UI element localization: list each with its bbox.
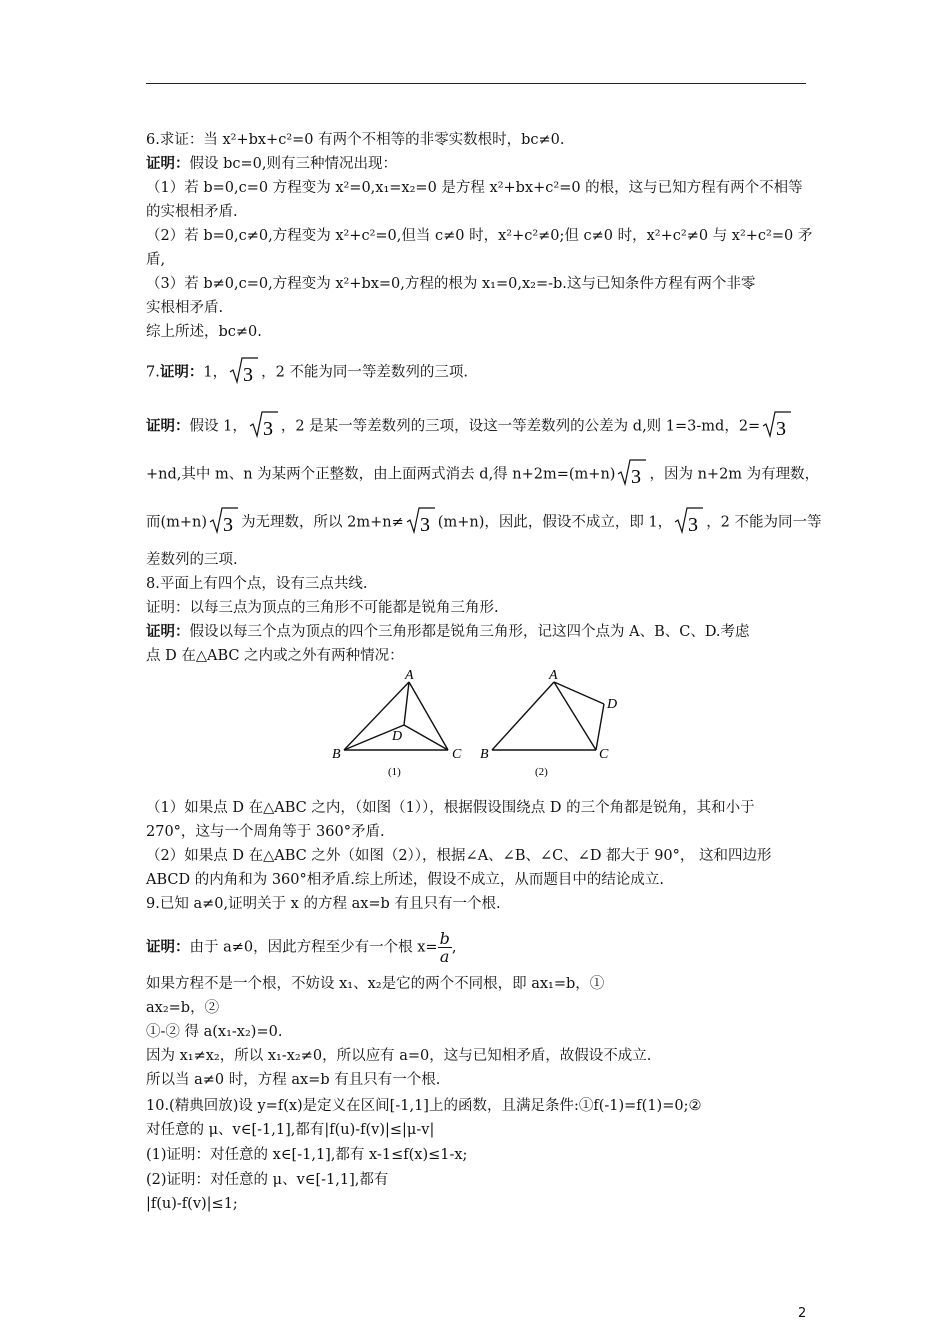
problem-9-statement: 9.已知 a≠0,证明关于 x 的方程 ax=b 有且只有一个根.: [146, 896, 501, 912]
svg-text:D: D: [607, 697, 618, 712]
problem-number: 7.: [146, 364, 160, 381]
text-segment: 为无理数，所以 2m+n≠: [241, 514, 404, 531]
svg-text:3: 3: [419, 514, 430, 535]
text-segment: ，2 是某一等差数列的三项，设这一等差数列的公差为 d,则 1=3-md，2=: [280, 418, 761, 435]
problem-6-statement: 6.求证：当 x²+bx+c²=0 有两个不相等的非零实数根时，bc≠0.: [146, 132, 565, 148]
text-segment: +nd,其中 m、n 为某两个正整数，由上面两式消去 d,得 n+2m=(m+n): [146, 466, 616, 483]
problem-10-cont: 对任意的 μ、v∈[-1,1],都有|f(u)-f(v)|≤|μ-v|: [146, 1122, 435, 1138]
svg-text:3: 3: [262, 418, 273, 439]
sqrt3-symbol: [229, 355, 259, 390]
sqrt3-symbol: [762, 409, 792, 444]
text-segment: 而(m+n): [146, 514, 208, 531]
header-rule: [146, 83, 806, 84]
case-outside-cont: ABCD 的内角和为 360°相矛盾.综上所述，假设不成立，从而题目中的结论成立.: [146, 872, 664, 888]
svg-text:3: 3: [631, 466, 642, 487]
case-1-cont: 的实根相矛盾.: [146, 204, 238, 220]
text-segment: ，2 不能为同一等: [706, 514, 822, 531]
sqrt3-symbol: [674, 505, 704, 540]
fraction-b-over-a: $\frac{b}{a}$: [439, 929, 450, 966]
svg-text:3: 3: [776, 418, 787, 439]
svg-text:B: B: [332, 747, 341, 762]
proof-label: 证明：: [146, 623, 190, 640]
problem-10-part1: (1)证明：对任意的 x∈[-1,1],都有 x-1≤f(x)≤1-x;: [146, 1147, 468, 1163]
svg-text:3: 3: [223, 514, 234, 535]
problem-10-part2-cont: |f(u)-f(v)|≤1;: [146, 1196, 238, 1212]
case-2-line: （2）若 b=0,c≠0,方程变为 x²+c²=0,但当 c≠0 时，x²+c²≠0;但 c≠0 时，x²+c²≠0 与 x²+c²=0 矛: [146, 228, 813, 244]
figure-1-diagram: [332, 668, 462, 778]
problem-7-statement: [146, 355, 810, 390]
svg-text:(1): (1): [388, 766, 401, 778]
text-segment: ，因为 n+2m 为有理数，: [649, 466, 820, 483]
svg-text:C: C: [452, 747, 462, 762]
proof-7-line3: [146, 505, 822, 540]
case-outside: （2）如果点 D 在△ABC 之外（如图（2）），根据∠A、∠B、∠C、∠D 都大于 90°， 这和四边形: [146, 848, 772, 864]
proof-7-line4: 差数列的三项.: [146, 552, 238, 568]
case-1-line: （1）若 b=0,c=0 方程变为 x²=0,x₁=x₂=0 是方程 x²+bx+c²=0 的根，这与已知方程有两个不相等: [146, 180, 803, 196]
proof-text: 假设 bc=0,则有三种情况出现：: [189, 156, 397, 172]
proof-9-line5: 因为 x₁≠x₂，所以 x₁-x₂≠0，所以应有 a=0，这与已知相矛盾，故假设不成立.: [146, 1048, 652, 1064]
proof-8-line1: [146, 623, 810, 641]
text-segment: 1，: [203, 364, 228, 381]
case-3-line: （3）若 b≠0,c=0,方程变为 x²+bx=0,方程的根为 x₁=0,x₂=-b.这与已知条件方程有两个非零: [146, 276, 756, 292]
proof-9-line1: [146, 930, 810, 965]
problem-8-statement: 8.平面上有四个点，设有三点共线.: [146, 576, 368, 592]
proof-7-line2: [146, 457, 820, 492]
proof-9-line6: 所以当 a≠0 时，方程 ax=b 有且只有一个根.: [146, 1072, 441, 1088]
proof-6-intro: [146, 155, 810, 173]
sqrt3-symbol: [249, 409, 279, 444]
proof-7-line1: [146, 409, 810, 444]
figure-2-diagram: [480, 668, 617, 778]
proof-text: 假设以每三个点为顶点的四个三角形都是锐角三角形，记这四个点为 A、B、C、D.考虑: [189, 624, 750, 640]
svg-text:A: A: [405, 668, 414, 683]
case-inside-cont: 270°，这与一个周角等于 360°矛盾.: [146, 824, 385, 840]
svg-text:3: 3: [688, 514, 699, 535]
case-3-cont: 实根相矛盾.: [146, 300, 224, 316]
svg-text:C: C: [599, 747, 609, 762]
proof-9-line3: ax₂=b，②: [146, 1000, 220, 1016]
proof-label: 证明：: [159, 363, 204, 381]
svg-text:A: A: [549, 668, 558, 683]
proof-9-line4: ①-② 得 a(x₁-x₂)=0.: [146, 1024, 283, 1040]
text-segment: 假设 1，: [189, 418, 247, 435]
page-number: 2: [798, 1306, 807, 1321]
proof-9-line2: 如果方程不是一个根，不妨设 x₁、x₂是它的两个不同根，即 ax₁=b，①: [146, 976, 605, 992]
conclusion-6: 综上所述，bc≠0.: [146, 324, 262, 340]
proof-label: 证明：: [146, 938, 190, 956]
proof-label: 证明：: [146, 155, 190, 172]
proof-label: 证明：: [146, 417, 190, 435]
sqrt3-symbol: [406, 505, 436, 540]
triangle-figures: [326, 662, 626, 786]
svg-text:B: B: [480, 747, 489, 762]
sqrt3-symbol: [617, 457, 647, 492]
text-segment: ，2 不能为同一等差数列的三项.: [261, 364, 469, 381]
svg-text:(2): (2): [535, 766, 548, 778]
text-segment: (m+n)，因此，假设不成立，即 1，: [437, 514, 673, 531]
proof-8-line2: 点 D 在△ABC 之内或之外有两种情况：: [146, 648, 404, 664]
problem-10-statement: 10.(精典回放)设 y=f(x)是定义在区间[-1,1]上的函数，且满足条件:①f(-1)=f(1)=0;②: [146, 1098, 702, 1114]
problem-8-claim: 证明：以每三点为顶点的三角形不可能都是锐角三角形.: [146, 600, 499, 616]
case-inside: （1）如果点 D 在△ABC 之内，（如图（1）），根据假设围绕点 D 的三个角都是锐角，其和小于: [146, 800, 755, 816]
case-2-cont: 盾,: [146, 252, 166, 268]
text-segment: ,: [451, 939, 457, 956]
proof-text: 由于 a≠0，因此方程至少有一个根 x=: [189, 939, 438, 956]
svg-text:D: D: [392, 729, 403, 744]
sqrt3-symbol: [209, 505, 239, 540]
svg-text:3: 3: [243, 364, 254, 385]
problem-10-part2: (2)证明：对任意的 μ、v∈[-1,1],都有: [146, 1172, 389, 1188]
